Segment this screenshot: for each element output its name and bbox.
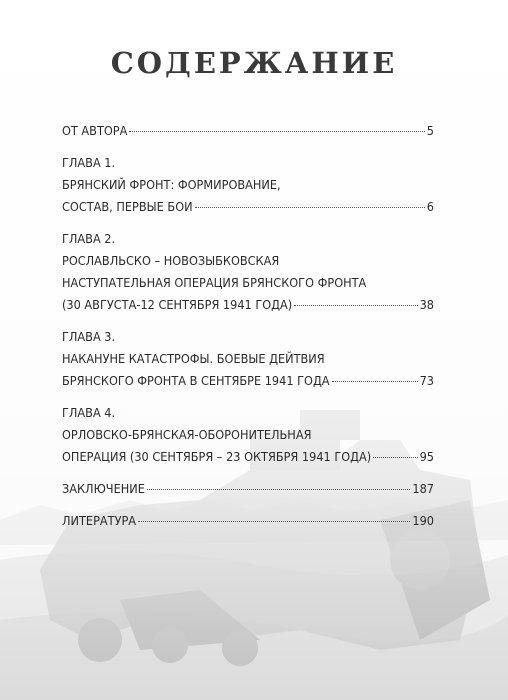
toc-chapter-label: ГЛАВА 2. (62, 231, 116, 246)
toc-entry-title-line: РОСЛАВЛЬСКО – НОВОЗЫБКОВСКАЯ (62, 253, 280, 268)
dot-leader (147, 489, 410, 490)
toc-entry-row (62, 478, 434, 500)
toc-entry-title: ЛИТЕРАТУРА (62, 513, 137, 528)
dot-leader (129, 131, 424, 132)
toc-chapter-label: ГЛАВА 1. (62, 155, 116, 170)
toc-entry-row (62, 120, 434, 142)
toc-entry-row (62, 196, 434, 218)
toc-page-number: 6 (426, 199, 434, 214)
toc-entry-title-line: ОРЛОВСКО-БРЯНСКАЯ-ОБОРОНИТЕЛЬНАЯ (62, 427, 312, 442)
toc-entry-title: ОТ АВТОРА (62, 123, 128, 138)
page-title: СОДЕРЖАНИЕ (110, 46, 398, 80)
dot-leader (195, 207, 425, 208)
toc-entry[interactable] (62, 326, 434, 392)
toc-page-number: 190 (412, 513, 434, 528)
toc-entry[interactable] (62, 402, 434, 468)
toc-entry-title: СОСТАВ, ПЕРВЫЕ БОИ (62, 199, 193, 214)
toc-chapter-label: ГЛАВА 4. (62, 405, 116, 420)
table-of-contents (62, 120, 434, 542)
toc-entry[interactable] (62, 152, 434, 218)
toc-page-number: 187 (412, 481, 434, 496)
toc-entry-title: (30 АВГУСТА-12 СЕНТЯБРЯ 1941 ГОДА) (62, 297, 293, 312)
toc-entry-title: ЗАКЛЮЧЕНИЕ (62, 481, 145, 496)
dot-leader (138, 521, 410, 522)
toc-entry-row (62, 446, 434, 468)
toc-entry-row (62, 510, 434, 532)
toc-entry-title-line: НАСТУПАТЕЛЬНАЯ ОПЕРАЦИЯ БРЯНСКОГО ФРОНТА (62, 275, 367, 290)
toc-page-number: 95 (419, 449, 434, 464)
toc-entry[interactable] (62, 510, 434, 532)
toc-entry-title-line: НАКАНУНЕ КАТАСТРОФЫ. БОЕВЫЕ ДЕЙТВИЯ (62, 351, 325, 366)
dot-leader (373, 457, 417, 458)
toc-entry-title-line: БРЯНСКИЙ ФРОНТ: ФОРМИРОВАНИЕ, (62, 177, 281, 192)
toc-chapter-label: ГЛАВА 3. (62, 329, 116, 344)
toc-entry[interactable] (62, 478, 434, 500)
toc-entry-title: ОПЕРАЦИЯ (30 СЕНТЯБРЯ – 23 ОКТЯБРЯ 1941 ГОДА) (62, 449, 372, 464)
toc-entry[interactable] (62, 120, 434, 142)
dot-leader (332, 381, 418, 382)
toc-entry-row (62, 294, 434, 316)
toc-entry-row (62, 370, 434, 392)
toc-entry[interactable] (62, 228, 434, 316)
toc-page-number: 5 (426, 123, 434, 138)
dot-leader (294, 305, 417, 306)
toc-page-number: 38 (419, 297, 434, 312)
toc-entry-title: БРЯНСКОГО ФРОНТА В СЕНТЯБРЕ 1941 ГОДА (62, 373, 330, 388)
toc-page-number: 73 (419, 373, 434, 388)
